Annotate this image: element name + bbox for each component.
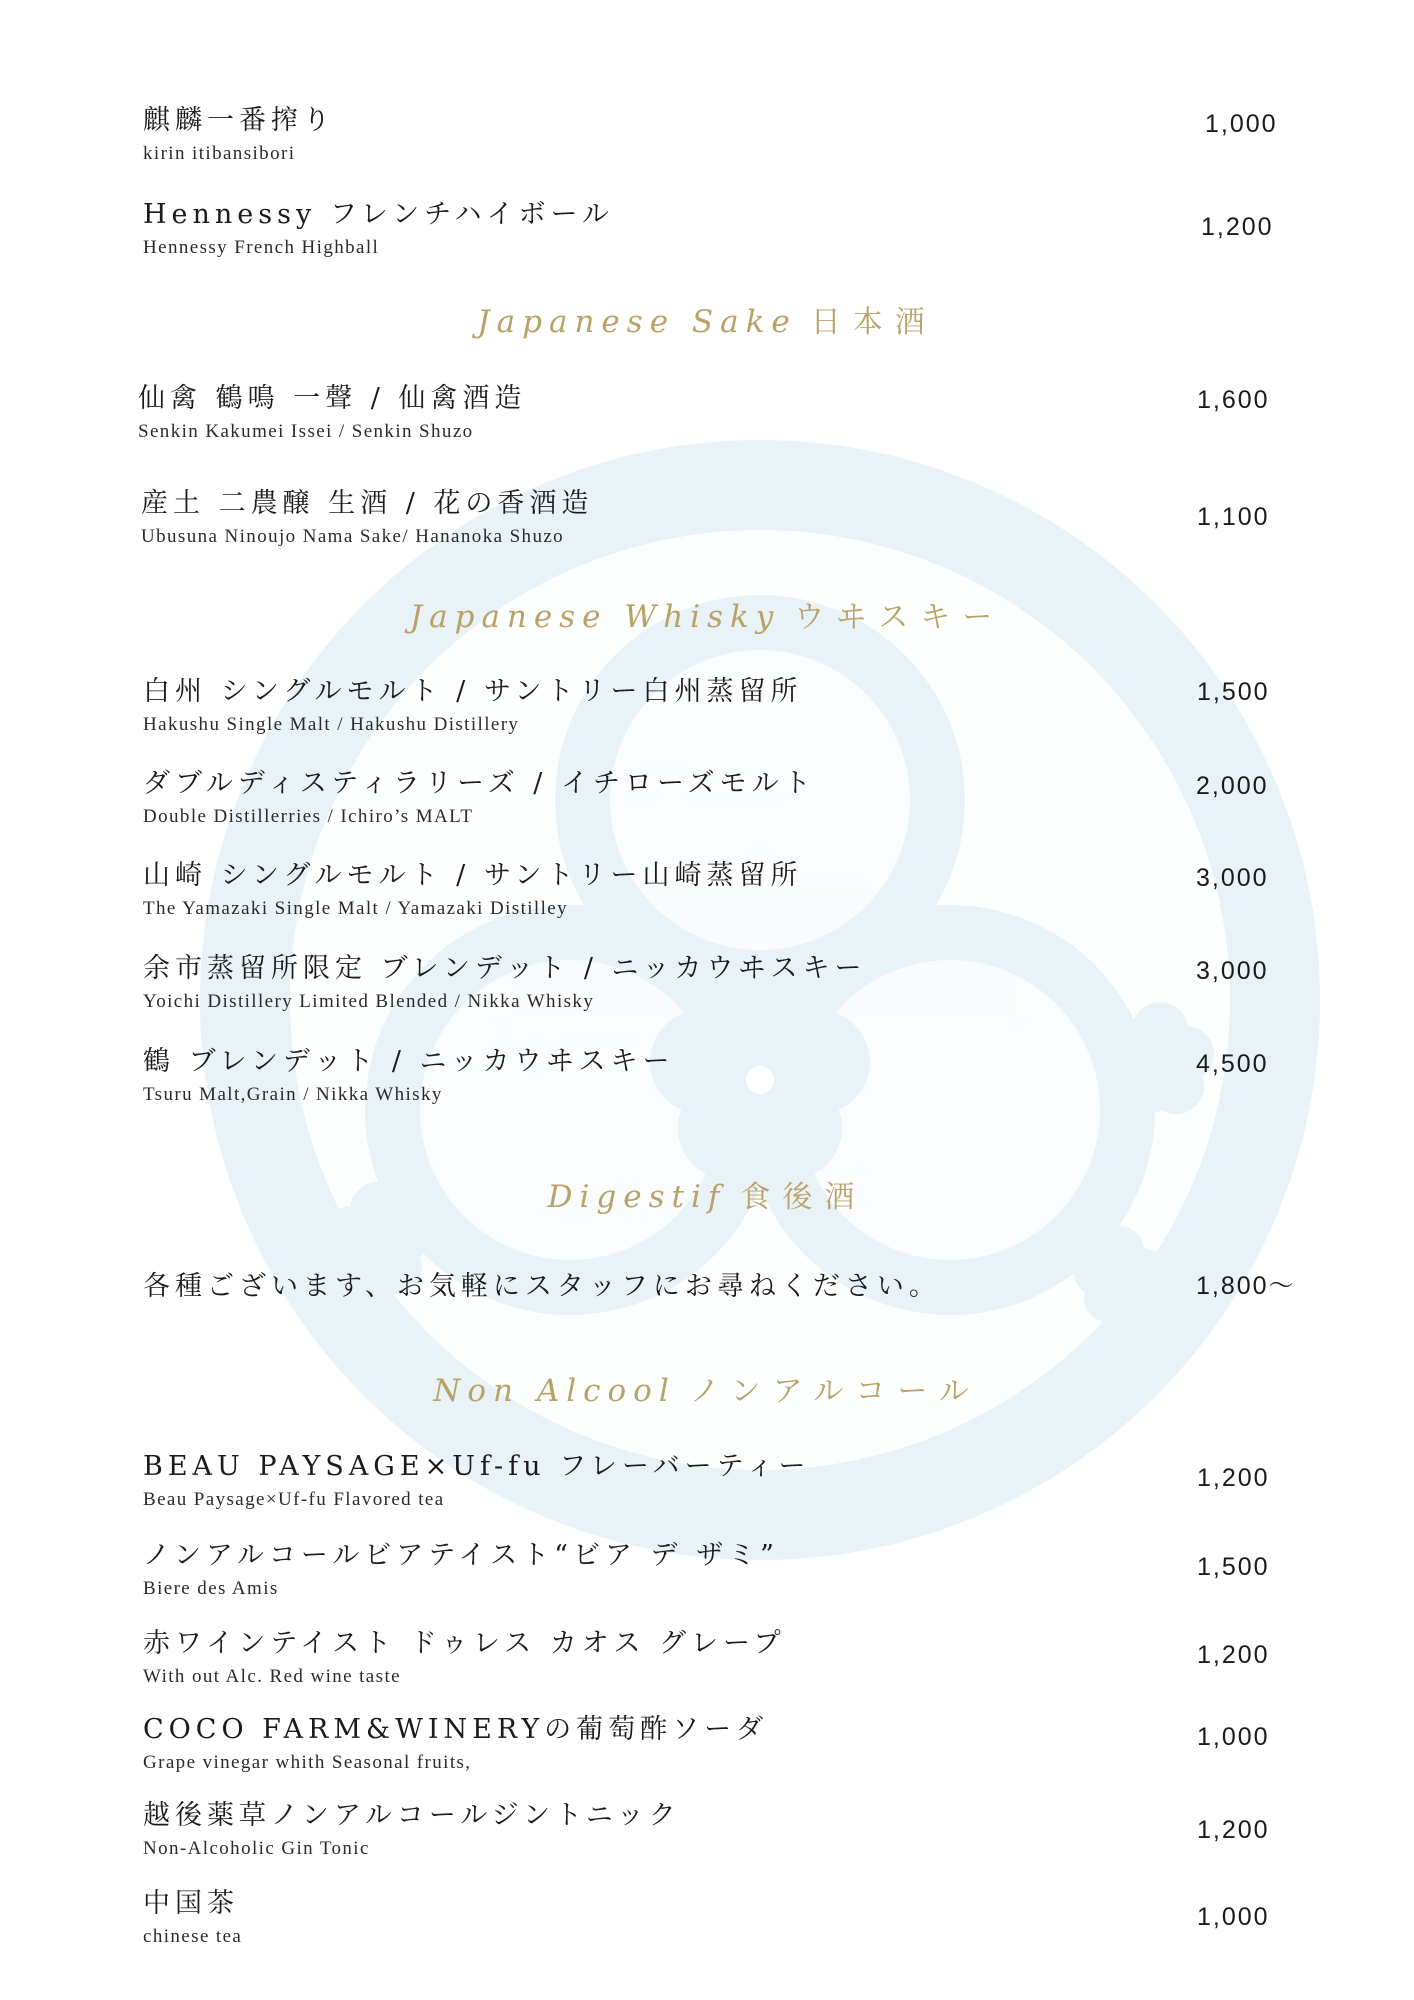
menu-item-nonalc-5 (143, 1799, 681, 1861)
item-name-jp: BEAU PAYSAGE×Uf-fu フレーバーティー (143, 1451, 811, 1482)
item-name-jp: 麒麟一番搾り (143, 105, 335, 136)
menu-item-nonalc-3 (143, 1627, 786, 1689)
item-name-en: Beau Paysage×Uf-fu Flavored tea (143, 1489, 445, 1510)
item-price: 1,500 (1197, 1553, 1270, 1581)
item-price: 1,200 (1197, 1464, 1270, 1492)
menu-item-hennessy (143, 198, 614, 260)
item-price: 2,000 (1196, 772, 1269, 800)
item-price: 1,600 (1197, 386, 1270, 414)
section-heading-jp: ウヰスキー (794, 600, 1005, 635)
item-price: 3,000 (1196, 864, 1269, 892)
menu-item-whisky-2 (143, 767, 816, 829)
item-name-jp: 仙禽 鶴鳴 一聲 / 仙禽酒造 (138, 383, 527, 414)
item-name-jp: ノンアルコールビアテイスト“ビア デ ザミ” (143, 1540, 779, 1571)
item-name-en: chinese tea (143, 1926, 243, 1947)
item-name-en: Double Distillerries / Ichiro’s MALT (143, 806, 474, 827)
item-name-en: Biere des Amis (143, 1578, 279, 1599)
item-price: 3,000 (1196, 957, 1269, 985)
item-name-en: kirin itibansibori (143, 143, 296, 164)
item-name-jp: 余市蒸留所限定 ブレンデット / ニッカウヰスキー (143, 953, 867, 984)
section-heading-en: Japanese Sake (477, 304, 797, 340)
item-price: 1,100 (1197, 503, 1270, 531)
item-price: 1,000 (1197, 1723, 1270, 1751)
item-name-jp: 赤ワインテイスト ドゥレス カオス グレープ (143, 1628, 786, 1659)
item-name-en: Non-Alcoholic Gin Tonic (143, 1838, 370, 1859)
section-heading-whisky (0, 592, 1414, 636)
section-heading-non-alcool (0, 1366, 1414, 1410)
item-name-jp: Hennessy フレンチハイボール (143, 199, 614, 230)
item-price: 1,000 (1205, 110, 1278, 138)
item-name-jp: 産土 二農醸 生酒 / 花の香酒造 (141, 488, 594, 519)
digestif-price: 1,800～ (1196, 1272, 1296, 1300)
menu-item-nonalc-1 (143, 1450, 810, 1512)
menu-item-nonalc-2 (143, 1539, 779, 1601)
item-name-en: Grape vinegar whith Seasonal fruits, (143, 1752, 472, 1773)
item-name-en: Hakushu Single Malt / Hakushu Distillery (143, 714, 520, 735)
item-price: 1,000 (1197, 1903, 1270, 1931)
menu-item-sake-2 (141, 487, 593, 549)
item-name-en: Senkin Kakumei Issei / Senkin Shuzo (138, 421, 474, 442)
digestif-note: 各種ございます、お気軽にスタッフにお尋ねください。 (143, 1271, 941, 1302)
section-heading-jp: 日本酒 (810, 305, 937, 340)
menu-item-nonalc-6 (143, 1887, 242, 1949)
section-heading-sake (0, 297, 1414, 341)
section-heading-en: Digestif (547, 1179, 727, 1215)
section-heading-digestif (0, 1172, 1414, 1216)
item-name-jp: 鶴 ブレンデット / ニッカウヰスキー (143, 1046, 675, 1077)
item-price: 4,500 (1196, 1050, 1269, 1078)
item-name-jp: 中国茶 (143, 1888, 239, 1919)
item-name-jp: 越後薬草ノンアルコールジントニック (143, 1800, 681, 1831)
item-name-en: Hennessy French Highball (143, 237, 380, 258)
item-price: 1,200 (1197, 1641, 1270, 1669)
menu-item-whisky-4 (143, 952, 866, 1014)
menu-item-kirin (143, 104, 335, 166)
section-heading-jp: ノンアルコール (689, 1374, 981, 1409)
item-name-en: The Yamazaki Single Malt / Yamazaki Distilley (143, 898, 569, 919)
menu-item-whisky-3 (143, 859, 802, 921)
item-name-en: Ubusuna Ninoujo Nama Sake/ Hananoka Shuzo (141, 526, 565, 547)
item-name-en: Yoichi Distillery Limited Blended / Nikka Whisky (143, 991, 595, 1012)
item-price: 1,200 (1197, 1816, 1270, 1844)
item-name-jp: COCO FARM&WINERYの葡萄酢ソーダ (143, 1714, 769, 1745)
section-heading-jp: 食後酒 (740, 1180, 867, 1215)
menu-item-nonalc-4 (143, 1713, 768, 1775)
item-name-jp: 白州 シングルモルト / サントリー白州蒸留所 (143, 676, 803, 707)
item-name-en: With out Alc. Red wine taste (143, 1666, 401, 1687)
item-name-jp: 山崎 シングルモルト / サントリー山崎蒸留所 (143, 860, 803, 891)
menu-item-sake-1 (138, 382, 526, 444)
item-price: 1,500 (1197, 678, 1270, 706)
menu-item-whisky-1 (143, 675, 802, 737)
item-name-en: Tsuru Malt,Grain / Nikka Whisky (143, 1084, 443, 1105)
item-price: 1,200 (1201, 213, 1274, 241)
section-heading-en: Non Alcool (433, 1373, 676, 1409)
item-name-jp: ダブルディスティラリーズ / イチローズモルト (143, 768, 816, 799)
section-heading-en: Japanese Whisky (409, 599, 781, 635)
menu-item-whisky-5 (143, 1045, 674, 1107)
